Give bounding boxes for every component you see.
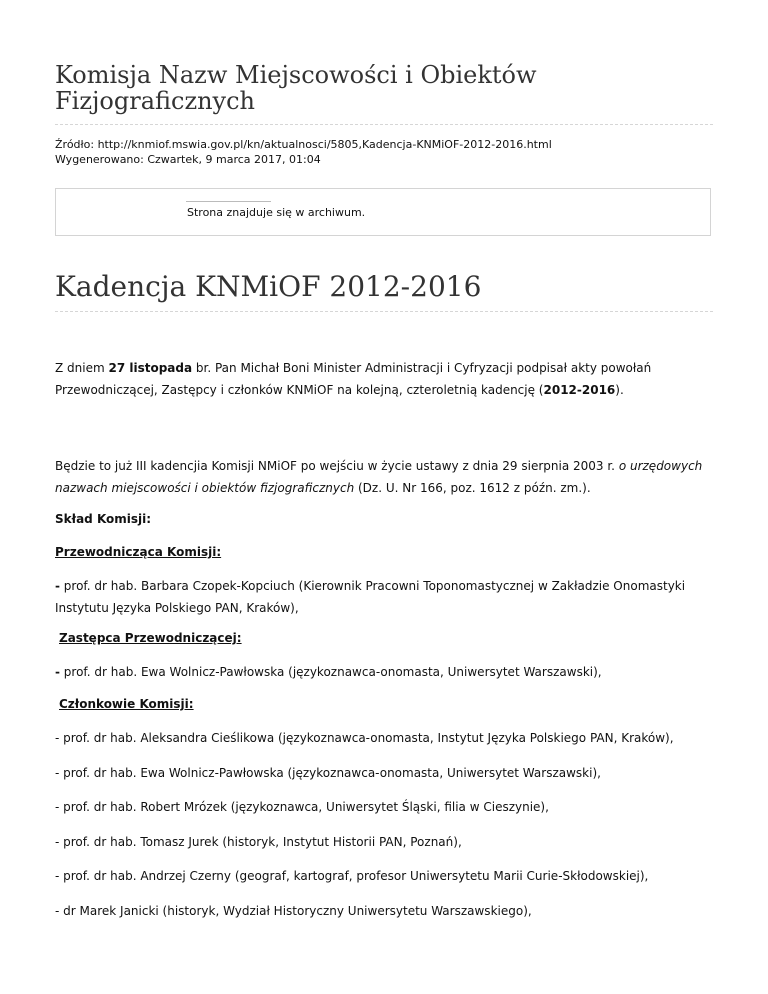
member-item: - prof. dr hab. Tomasz Jurek (historyk, Instytut Historii PAN, Poznań), (55, 835, 462, 849)
print-meta (55, 137, 552, 167)
text-segment: Z dniem (55, 361, 109, 375)
archive-notice-box (55, 188, 711, 236)
text-segment: (Dz. U. Nr 166, poz. 1612 z późn. zm.). (354, 481, 591, 495)
text-segment: Będzie to już III kadencjia Komisji NMiOF po wejściu w życie ustawy z dnia 29 sierpnia 2003 r. (55, 459, 619, 473)
chair-heading: Przewodnicząca Komisji: (55, 545, 222, 559)
deputy-heading: Zastępca Przewodniczącej: (59, 631, 242, 645)
member-item: - prof. dr hab. Ewa Wolnicz-Pawłowska (językoznawca-onomasta, Uniwersytet Warszawski), (55, 766, 601, 780)
deputy-name: prof. dr hab. Ewa Wolnicz-Pawłowska (językoznawca-onomasta, Uniwersytet Warszawski), (59, 665, 602, 679)
text-segment: ). (615, 383, 624, 397)
term-bold: 2012-2016 (543, 383, 616, 397)
deputy-entry (55, 661, 715, 683)
composition-heading: Skład Komisji: (55, 512, 152, 526)
dash: - (55, 665, 60, 679)
article-title: Kadencja KNMiOF 2012-2016 (55, 270, 482, 303)
text-segment: br. Pan Michał Boni Minister Administracji i Cyfryzacji podpisał akty powołań Przewodniczącej, Zastępcy i członków KNMiOF na kolejną, czteroletnią kadencję ( (55, 361, 652, 397)
member-item: - dr Marek Janicki (historyk, Wydział Historyczny Uniwersytetu Warszawskiego), (55, 904, 532, 918)
date-bold: 27 listopada (108, 361, 193, 375)
member-item: - prof. dr hab. Aleksandra Cieślikowa (językoznawca-onomasta, Instytut Języka Polskiego PAN, Kraków), (55, 731, 674, 745)
archive-notice: Strona znajduje się w archiwum. (187, 206, 366, 219)
paragraph-term (55, 455, 715, 499)
generated-date: Wygenerowano: Czwartek, 9 marca 2017, 01:04 (55, 153, 321, 166)
member-item: - prof. dr hab. Andrzej Czerny (geograf, kartograf, profesor Uniwersytetu Marii Curie-Skłodowskiej), (55, 869, 649, 883)
act-title-italic: o urzędowych nazwach miejscowości i obiektów fizjograficznych (55, 459, 703, 495)
paragraph-appointment (55, 357, 715, 401)
article-title-divider (55, 311, 713, 312)
chair-entry (55, 575, 715, 619)
chair-name: prof. dr hab. Barbara Czopek-Kopciuch (Kierownik Pracowni Toponomastycznej w Zakładzie Onomastyki Instytutu Języka Polskiego PAN, Kraków), (55, 579, 686, 615)
site-title: Komisja Nazw Miejscowości i Obiektów Fizjograficznych (55, 61, 537, 115)
member-item: - prof. dr hab. Robert Mrózek (językoznawca, Uniwersytet Śląski, filia w Cieszynie), (55, 800, 549, 814)
title-divider (55, 124, 713, 125)
members-heading: Członkowie Komisji: (59, 697, 194, 711)
dash: - (55, 579, 60, 593)
source-url: Źródło: http://knmiof.mswia.gov.pl/kn/aktualnosci/5805,Kadencja-KNMiOF-2012-2016.html (55, 138, 552, 151)
archive-divider (186, 201, 271, 202)
